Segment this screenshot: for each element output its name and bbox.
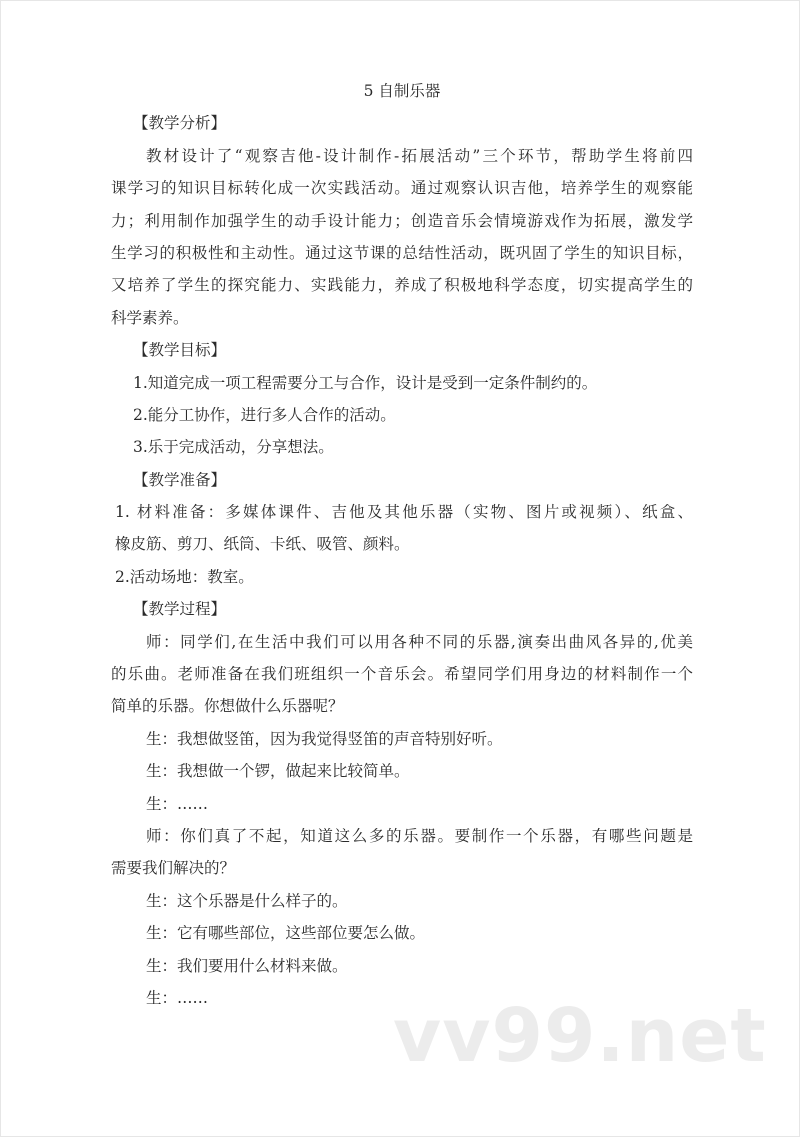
document-title: 5 自制乐器 (363, 82, 441, 100)
watermark: vv99.net (393, 993, 767, 1079)
dialogue-line: 生：…… (146, 794, 209, 813)
paragraph-line: 科学素养。 (111, 308, 189, 327)
dialogue-line: 生：它有哪些部位，这些部位要怎么做。 (146, 924, 426, 943)
paragraph-line: 教材设计了“观察吉他-设计制作-拓展活动”三个环节，帮助学生将前四 (146, 146, 693, 165)
paragraph-line: 生学习的积极性和主动性。通过这节课的总结性活动，既巩固了学生的知识目标， (111, 243, 693, 262)
dialogue-line: 生：我想做一个锣，做起来比较简单。 (146, 762, 410, 781)
goal-item: 2.能分工协作，进行多人合作的活动。 (133, 405, 396, 424)
section-heading-analysis: 【教学分析】 (133, 114, 227, 133)
dialogue-line: 的乐曲。老师准备在我们班组织一个音乐会。希望同学们用身边的材料制作一个 (111, 665, 693, 684)
goal-item: 1.知道完成一项工程需要分工与合作，设计是受到一定条件制约的。 (133, 373, 598, 392)
dialogue-line: 简单的乐器。你想做什么乐器呢？ (111, 697, 344, 716)
paragraph-line: 课学习的知识目标转化成一次实践活动。通过观察认识吉他，培养学生的观察能 (111, 179, 693, 198)
section-heading-process: 【教学过程】 (133, 600, 227, 619)
paragraph-line: 又培养了学生的探究能力、实践能力，养成了积极地科学态度，切实提高学生的 (111, 276, 693, 295)
goal-item: 3.乐于完成活动，分享想法。 (133, 438, 334, 457)
preparation-line: 2.活动场地：教室。 (115, 567, 254, 586)
document-body (111, 75, 693, 1014)
preparation-line: 1. 材料准备：多媒体课件、吉他及其他乐器（实物、图片或视频）、纸盒、 (115, 503, 693, 522)
dialogue-line: 生：…… (146, 988, 209, 1007)
preparation-line: 橡皮筋、剪刀、纸筒、卡纸、吸管、颜料。 (115, 535, 410, 554)
dialogue-line: 师：同学们,在生活中我们可以用各种不同的乐器,演奏出曲风各异的,优美 (146, 632, 693, 651)
dialogue-line: 需要我们解决的？ (111, 859, 236, 878)
section-heading-preparation: 【教学准备】 (133, 470, 227, 489)
dialogue-line: 生：我们要用什么材料来做。 (146, 956, 348, 975)
dialogue-line: 生：我想做竖笛，因为我觉得竖笛的声音特别好听。 (146, 729, 503, 748)
dialogue-line: 生：这个乐器是什么样子的。 (146, 891, 348, 910)
paragraph-line: 力；利用制作加强学生的动手设计能力；创造音乐会情境游戏作为拓展，激发学 (111, 211, 693, 230)
section-heading-goals: 【教学目标】 (133, 341, 227, 360)
dialogue-line: 师：你们真了不起，知道这么多的乐器。要制作一个乐器，有哪些问题是 (146, 826, 693, 845)
